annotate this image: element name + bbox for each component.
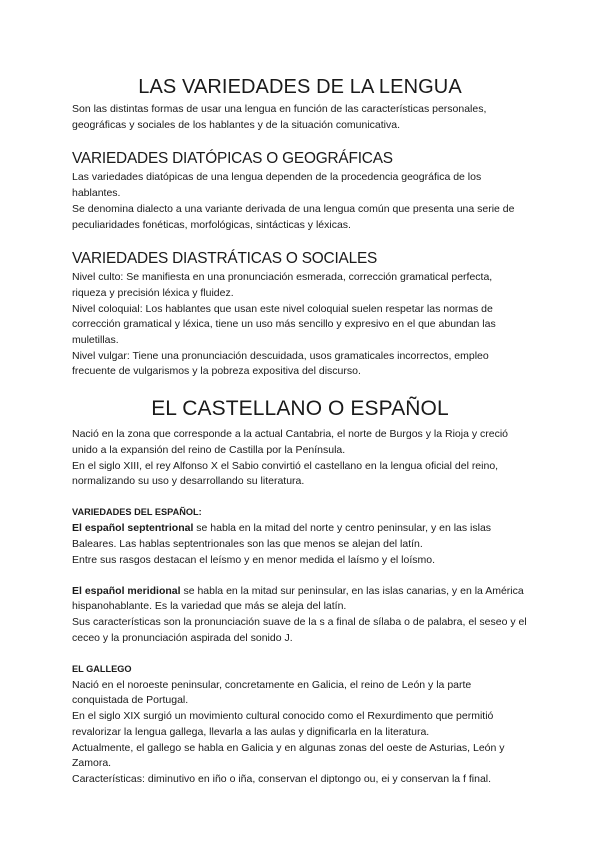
- castellano-title: EL CASTELLANO O ESPAÑOL: [151, 397, 449, 421]
- castellano-paragraph-1: Nació en la zona que corresponde a la actual Cantabria, el norte de Burgos y la Rioja y creció unido a la expansión del reino de Castilla por la Península.: [72, 428, 509, 456]
- variedades-espanol-heading: VARIEDADES DEL ESPAÑOL:: [72, 507, 202, 518]
- castellano-paragraph-2: En el siglo XIII, el rey Alfonso X el Sabio convirtió el castellano en la lengua oficial del reino, normalizando su uso y desarrollando su literatura.: [72, 459, 499, 488]
- diastraticas-heading: VARIEDADES DIASTRÁTICAS O SOCIALES: [72, 250, 378, 268]
- nivel-coloquial-paragraph: Nivel coloquial: Los hablantes que usan este nivel coloquial suelen respetar las normas de corrección gramatical y léxica, tiene un uso más sencillo y expresivo en el que abundan las muletillas.: [72, 302, 496, 347]
- septentrional-paragraph-2: Entre sus rasgos destacan el leísmo y en menor medida el laísmo y el loísmo.: [72, 553, 435, 566]
- meridional-paragraph: [72, 584, 528, 615]
- nivel-vulgar-paragraph: Nivel vulgar: Tiene una pronunciación descuidada, usos gramaticales incorrectos, empleo frecuente de vulgarismos y la pobreza expositiva del discurso.: [72, 349, 489, 378]
- document-title: LAS VARIEDADES DE LA LENGUA: [138, 76, 462, 98]
- diatopicas-heading: VARIEDADES DIATÓPICAS O GEOGRÁFICAS: [72, 150, 393, 168]
- gallego-paragraph-2: En el siglo XIX surgió un movimiento cultural conocido como el Rexurdimento que permitió revalorizar la lengua gallega, llevarla a las aulas y dignificarla en la literatura.: [72, 710, 494, 738]
- gallego-paragraph-3: Actualmente, el gallego se habla en Galicia y en algunas zonas del oeste de Asturias, León y Zamora.: [72, 741, 505, 770]
- spacer: [72, 647, 528, 663]
- meridional-term: El español meridional: [72, 584, 181, 597]
- septentrional-paragraph: [72, 521, 528, 552]
- spacer: [72, 568, 528, 584]
- diatopicas-paragraph-1: Las variedades diatópicas de una lengua dependen de la procedencia geográfica de los hablantes.: [72, 171, 482, 200]
- nivel-culto-paragraph: Nivel culto: Se manifiesta en una pronunciación esmerada, corrección gramatical perfecta, riqueza y precisión léxica y fluidez.: [72, 271, 493, 299]
- gallego-paragraph-1: Nació en el noroeste peninsular, concretamente en Galicia, el reino de León y la parte conquistada de Portugal.: [72, 678, 472, 707]
- gallego-paragraph-4: Características: diminutivo en iño o iña, conservan el diptongo ou, ei y conservan la f final.: [72, 773, 492, 785]
- gallego-heading: EL GALLEGO: [72, 664, 132, 675]
- intro-paragraph: Son las distintas formas de usar una lengua en función de las características personales, geográficas y sociales de los hablantes y de la situación comunicativa.: [72, 103, 487, 131]
- meridional-paragraph-2: Sus características son la pronunciación suave de la s a final de sílaba o de palabra, el seseo y el ceceo y la pronunciación aspirada del sonido J.: [72, 616, 527, 644]
- spacer: [72, 490, 528, 506]
- meridional-text: se habla en la mitad sur peninsular, en las islas canarias, y en la América hispanohablante. Es la variedad que más se aleja del latín.: [72, 584, 524, 613]
- diatopicas-paragraph-2: Se denomina dialecto a una variante derivada de una lengua común que presenta una serie de peculiaridades fonéticas, morfológicas, sintácticas y léxicas.: [72, 202, 515, 231]
- septentrional-text: se habla en la mitad del norte y centro peninsular, y en las islas Baleares. Las hablas septentrionales son las que menos se alejan del latín.: [72, 522, 492, 550]
- septentrional-term: El español septentrional: [72, 522, 194, 535]
